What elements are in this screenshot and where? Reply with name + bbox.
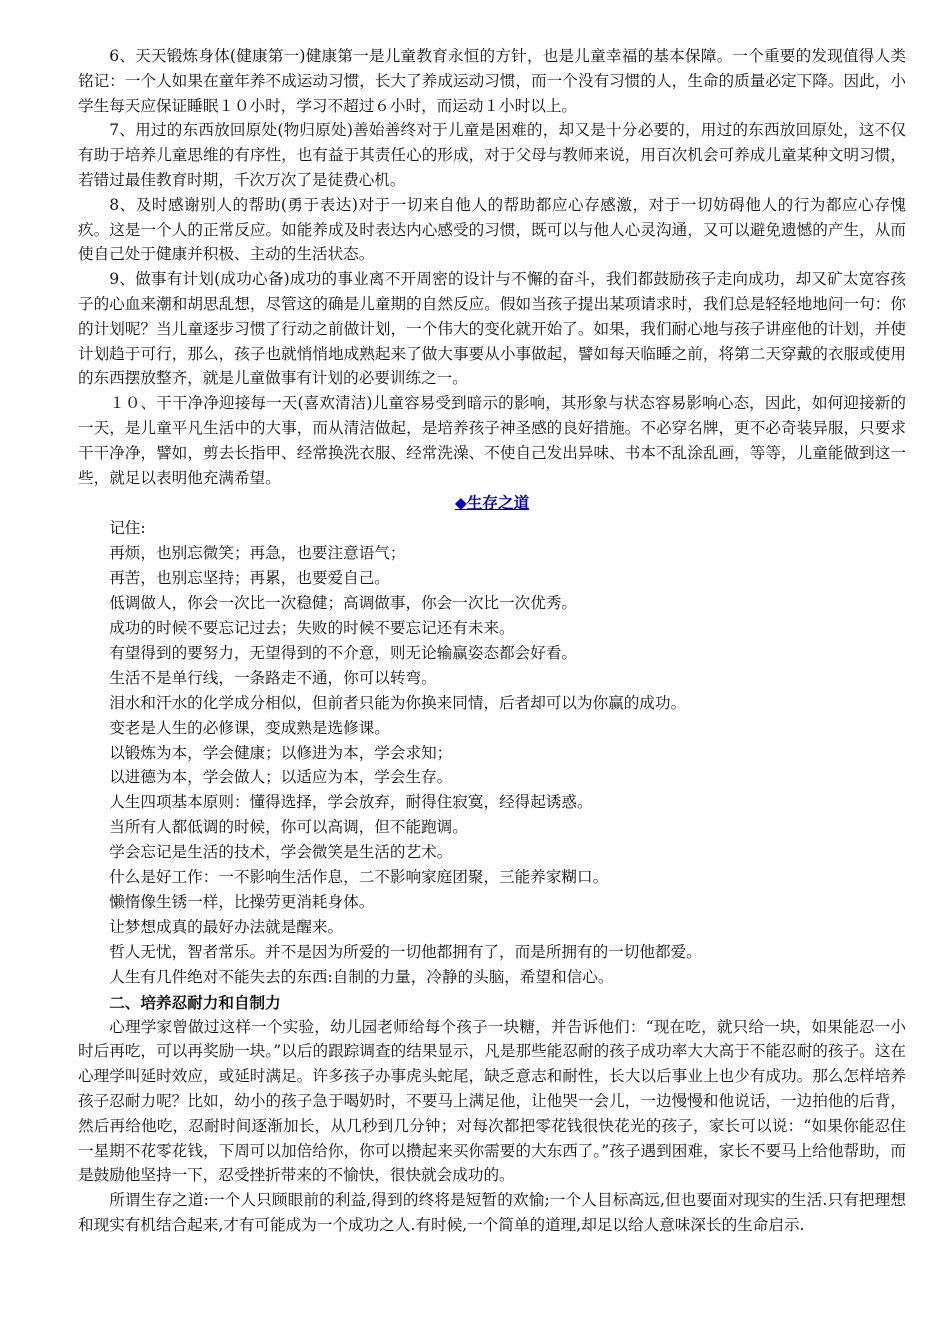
- saying-line: 低调做人，你会一次比一次稳健；高调做事，你会一次比一次优秀。: [109, 594, 578, 613]
- saying-line: 以进德为本，学会做人；以适应为本，学会生存。: [109, 768, 453, 787]
- saying-line: 让梦想成真的最好办法就是醒来。: [109, 917, 344, 936]
- saying-line: 以锻炼为本，学会健康；以修进为本，学会求知；: [109, 743, 453, 762]
- heading-patience-self-control: 二、培养忍耐力和自制力: [109, 992, 281, 1012]
- saying-line: 成功的时候不要忘记过去；失败的时候不要忘记还有未来。: [109, 618, 515, 637]
- saying-line: 什么是好工作：一不影响生活作息，二不影响家庭团聚，三能养家糊口。: [109, 868, 609, 887]
- saying-line: 学会忘记是生活的技术，学会微笑是生活的艺术。: [109, 843, 453, 862]
- paragraph-habit-6: 6、天天锻炼身体(健康第一)健康第一是儿童教育永恒的方针，也是儿童幸福的基本保障。一个重要的发现值得人类铭记：一个人如果在童年养不成运动习惯，长大了养成运动习惯，而一个没有习惯的人，生命的质量必定下降。因此，小学生每天应保证睡眠１０小时，学习不超过６小时，而运动１小时以上。: [78, 47, 906, 115]
- saying-line: 当所有人都低调的时候，你可以高调，但不能跑调。: [109, 818, 468, 837]
- paragraph-habit-8: 8、及时感谢别人的帮助(勇于表达)对于一切来自他人的帮助都应心存感激，对于一切妨碍他人的行为都应心存愧疚。这是一个人的正常反应。如能养成及时表达内心感受的习惯，既可以与他人心灵沟通，又可以避免遗憾的产生，从而使自己处于健康并积极、主动的生活状态。: [78, 195, 906, 264]
- paragraph-habit-10: １０、干干净净迎接每一天(喜欢清洁)儿童容易受到暗示的影响，其形象与状态容易影响心态，因此，如何迎接新的一天，是儿童平凡生活中的大事，而从清洁做起，是培养孩子神圣感的良好措施。不必穿名牌，更不必奇装异服，只要求干干净净，譬如，剪去长指甲、经常换洗衣服、经常洗澡、不使自己发出异味、书本不乱涂乱画，等等，儿童能做到这一些，就足以表明他充满希望。: [78, 394, 906, 487]
- saying-line: 再苦，也别忘坚持；再累，也要爱自己。: [109, 569, 390, 588]
- section-title: [78, 490, 906, 516]
- paragraph-survival-way: 所谓生存之道:一个人只顾眼前的利益,得到的终将是短暂的欢愉;一个人目标高远,但也要面对现实的生活.只有把理想和现实有机结合起来,才有可能成为一个成功之人.有时候,一个简单的道理,却足以给人意味深长的生命启示.: [78, 1191, 906, 1234]
- saying-line: 人生有几件绝对不能失去的东西:自制的力量，冷静的头脑，希望和信心。: [109, 967, 614, 986]
- paragraph-habit-9: 9、做事有计划(成功心备)成功的事业离不开周密的设计与不懈的奋斗，我们都鼓励孩子走向成功，却又矿太宽容孩子的心血来潮和胡思乱想，尽管这的确是儿童期的自然反应。假如当孩子提出某项请求时，我们总是轻轻地地问一句：你的计划呢？当儿童逐步习惯了行动之前做计划，一个伟大的变化就开始了。如果，我们耐心地与孩子讲座他的计划，并使计划趋于可行，那么，孩子也就悄悄地成熟起来了做大事要从小事做起，譬如每天临睡之前，将第二天穿戴的衣服或使用的东西摆放整齐，就是儿童做事有计划的必要训练之一。: [78, 270, 906, 388]
- survival-way-link[interactable]: ◆生存之道: [454, 493, 530, 513]
- saying-line: 泪水和汗水的化学成分相似，但前者只能为你换来同情，后者却可以为你赢的成功。: [109, 693, 687, 712]
- paragraph-delay-experiment: 心理学家曾做过这样一个实验，幼儿园老师给每个孩子一块糖，并告诉他们：“现在吃，就只给一块，如果能忍一小时后再吃，可以再奖励一块。”以后的跟踪调查的结果显示，凡是那些能忍耐的孩子成功率大大高于不能忍耐的孩子。这在心理学叫延时效应，或延时满足。许多孩子办事虎头蛇尾，缺乏意志和耐性，长大以后事业上也少有成功。那么怎样培养孩子忍耐力呢？比如，幼小的孩子急于喝奶时，不要马上满足他，让他哭一会儿，一边慢慢和他说话，一边拍他的后背，然后再给他吃，忍耐时间逐渐加长，从几秒到几分钟；对每次都把零花钱很快花光的孩子，家长可以说：“如果你能忍住一星期不花零花钱，下周可以加倍给你，你可以攒起来买你需要的大东西了。”孩子遇到困难，家长不要马上给他帮助，而是鼓励他坚持一下，忍受挫折带来的不愉快，很快就会成功的。: [78, 1017, 906, 1185]
- saying-line: 记住:: [109, 519, 146, 538]
- saying-line: 有望得到的要努力，无望得到的不介意，则无论输赢姿态都会好看。: [109, 643, 578, 662]
- saying-line: 懒惰像生锈一样，比操劳更消耗身体。: [109, 892, 375, 911]
- sayings-list: [78, 516, 906, 989]
- saying-line: 哲人无忧，智者常乐。并不是因为所爱的一切他都拥有了，而是所拥有的一切他都爱。: [109, 942, 702, 961]
- saying-line: 生活不是单行线，一条路走不通，你可以转弯。: [109, 668, 437, 687]
- paragraph-habit-7: 7、用过的东西放回原处(物归原处)善始善终对于儿童是困难的，却又是十分必要的，用过的东西放回原处，这不仅有助于培养儿童思维的有序性，也有益于其责任心的形成，对于父母与教师来说，用百次机会可养成儿童某种文明习惯，若错过最佳教育时期，千次万次了是徒费心机。: [78, 121, 906, 189]
- saying-line: 变老是人生的必修课，变成熟是选修课。: [109, 718, 390, 737]
- saying-line: 人生四项基本原则：懂得选择，学会放弃，耐得住寂寞，经得起诱惑。: [109, 793, 593, 812]
- saying-line: 再烦，也别忘微笑；再急，也要注意语气；: [109, 544, 406, 563]
